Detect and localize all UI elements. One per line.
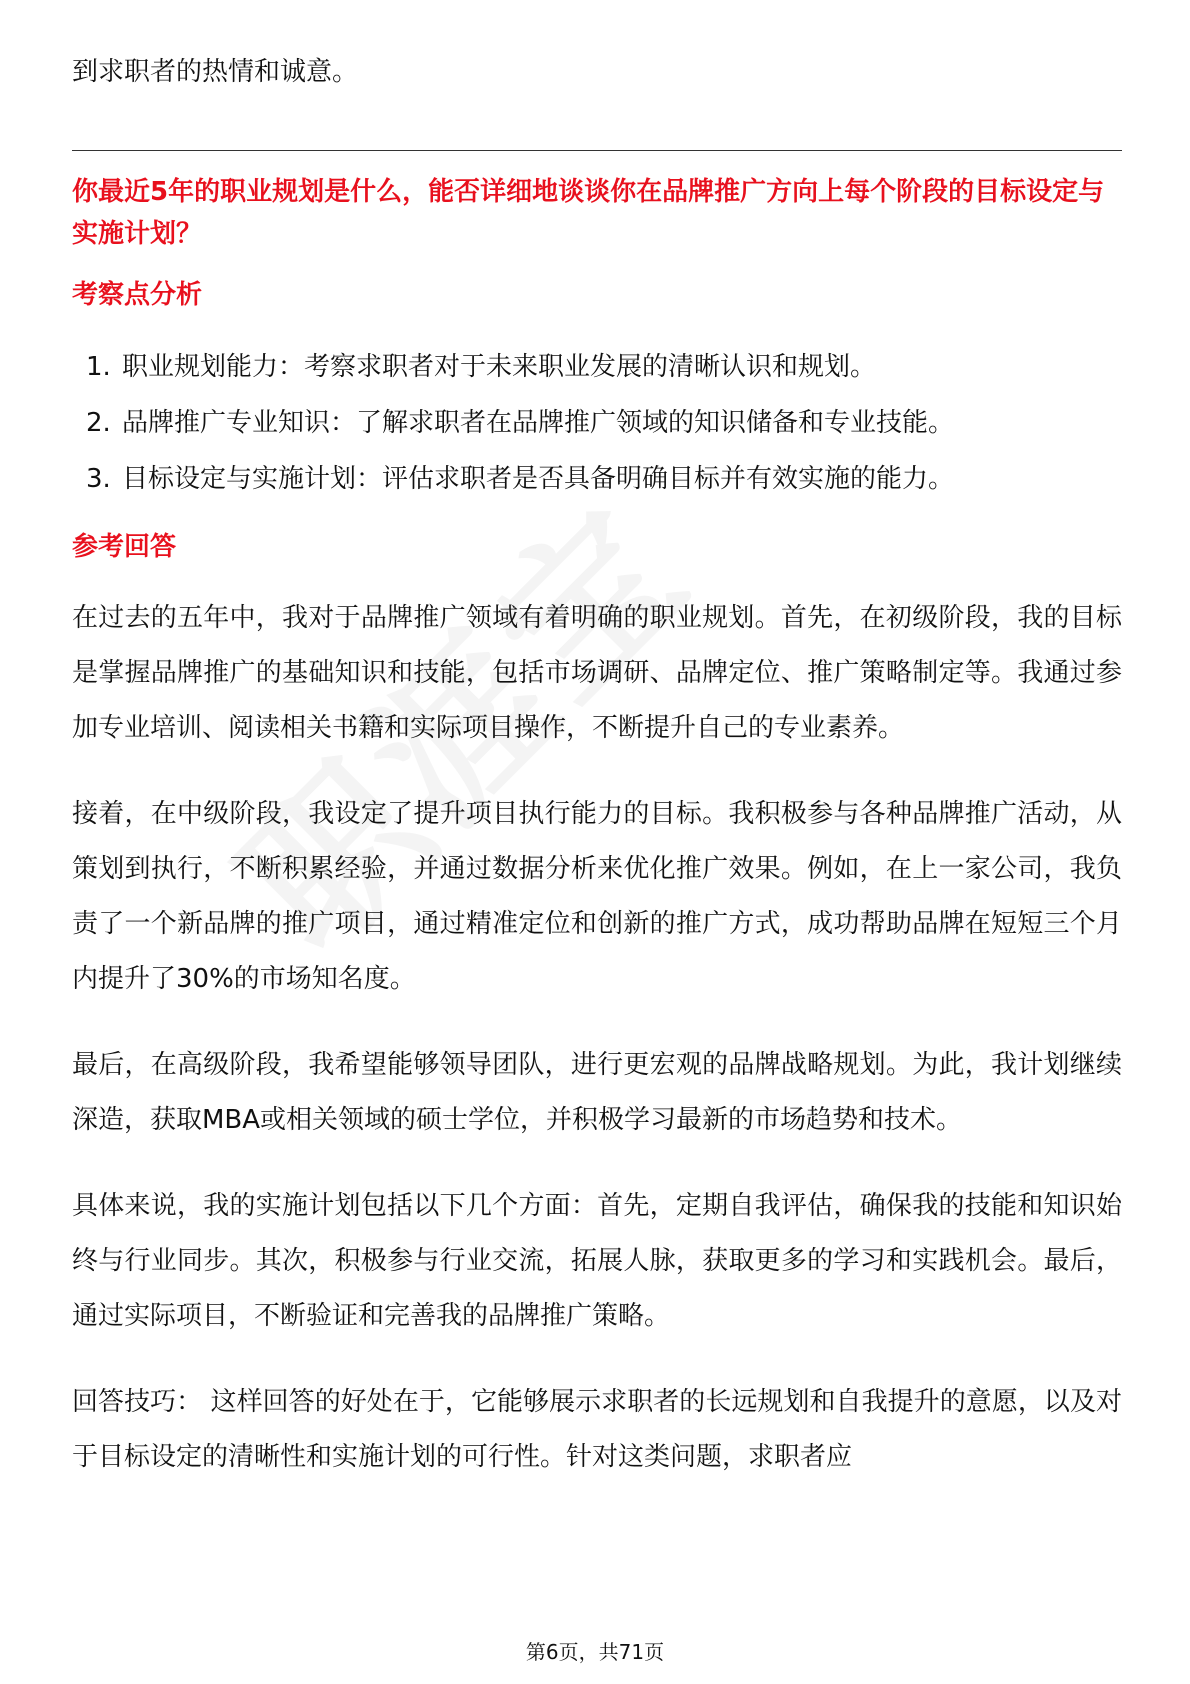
answer-paragraph: 在过去的五年中，我对于品牌推广领域有着明确的职业规划。首先，在初级阶段，我的目标是掌握品牌推广的基础知识和技能，包括市场调研、品牌定位、推广策略制定等。我通过参加专业培训、阅读相关书籍和实际项目操作，不断提升自己的专业素养。: [72, 603, 1122, 743]
answer-paragraph: 具体来说，我的实施计划包括以下几个方面：首先，定期自我评估，确保我的技能和知识始终与行业同步。其次，积极参与行业交流，拓展人脉，获取更多的学习和实践机会。最后，通过实际项目，不断验证和完善我的品牌推广策略。: [72, 1191, 1122, 1331]
continued-text: 到求职者的热情和诚意。: [72, 57, 359, 87]
point-number: 3.: [86, 464, 111, 494]
analysis-point: [72, 395, 1122, 451]
answer-paragraph: 最后，在高级阶段，我希望能够领导团队，进行更宏观的品牌战略规划。为此，我计划继续深造，获取MBA或相关领域的硕士学位，并积极学习最新的市场趋势和技术。: [72, 1050, 1122, 1135]
answer-heading: 参考回答: [72, 532, 177, 562]
point-text: 品牌推广专业知识：了解求职者在品牌推广领域的知识储备和专业技能。: [122, 408, 955, 438]
analysis-point: [72, 339, 1122, 395]
point-number: 1.: [86, 352, 111, 382]
page-number-footer: 第6页，共71页: [525, 1640, 665, 1664]
analysis-point-list: [72, 339, 1122, 507]
answer-paragraph: 接着，在中级阶段，我设定了提升项目执行能力的目标。我积极参与各种品牌推广活动，从策划到执行，不断积累经验，并通过数据分析来优化推广效果。例如，在上一家公司，我负责了一个新品牌的推广项目，通过精准定位和创新的推广方式，成功帮助品牌在短短三个月内提升了30%的市场知名度。: [72, 799, 1122, 994]
section-divider: [72, 150, 1122, 151]
page-content: [72, 44, 1122, 1516]
analysis-heading: 考察点分析: [72, 280, 203, 310]
point-number: 2.: [86, 408, 111, 438]
analysis-point: [72, 451, 1122, 507]
point-text: 职业规划能力：考察求职者对于未来职业发展的清晰认识和规划。: [122, 352, 877, 382]
point-text: 目标设定与实施计划：评估求职者是否具备明确目标并有效实施的能力。: [122, 464, 955, 494]
interview-question: 你最近5年的职业规划是什么，能否详细地谈谈你在品牌推广方向上每个阶段的目标设定与实施计划？: [72, 177, 1105, 249]
answer-tip-paragraph: 回答技巧： 这样回答的好处在于，它能够展示求职者的长远规划和自我提升的意愿，以及对于目标设定的清晰性和实施计划的可行性。针对这类问题，求职者应: [72, 1387, 1122, 1472]
